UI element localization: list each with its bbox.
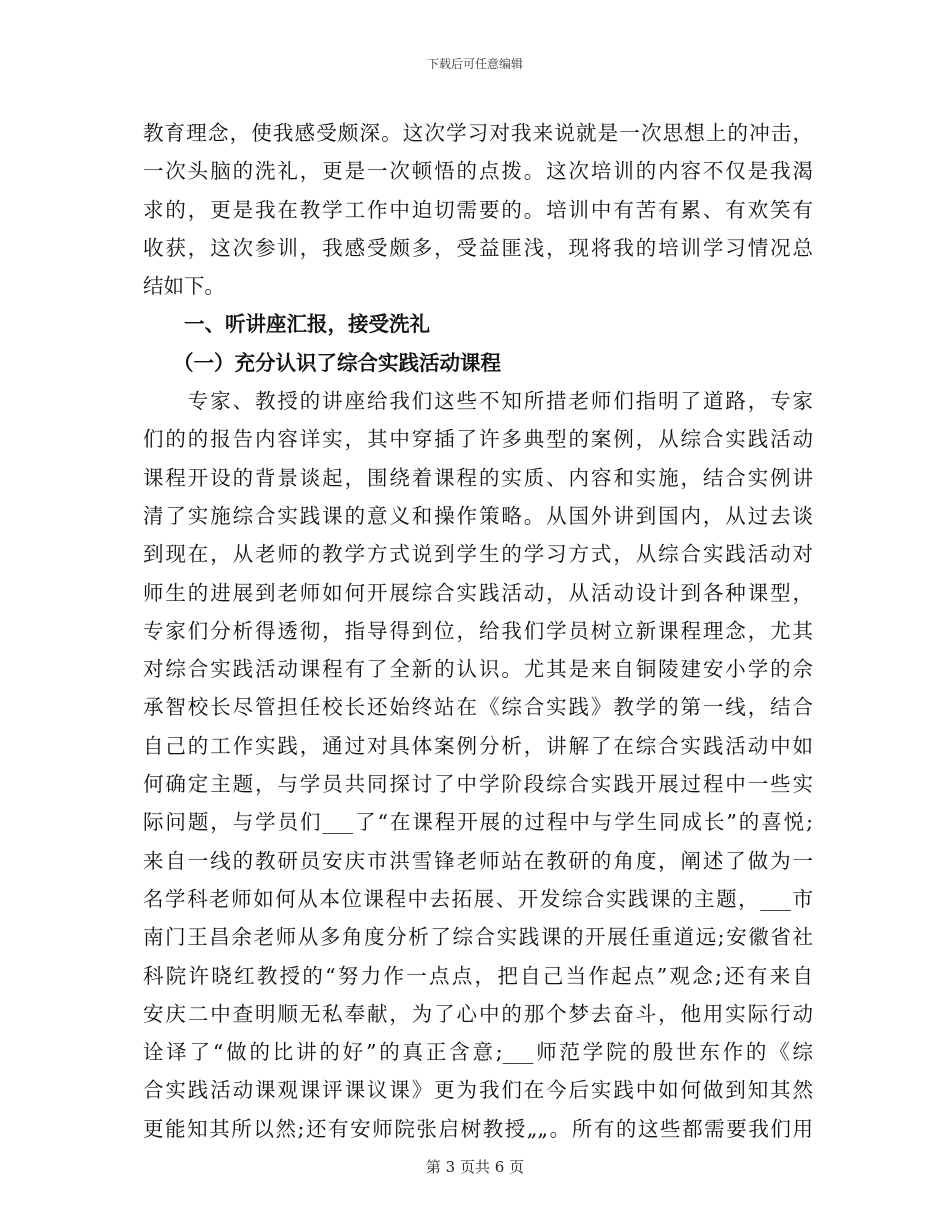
text-line: 名学科老师如何从本位课程中去拓展、开发综合实践课的主题，___市 [143,886,813,911]
text-line: 专家、教授的讲座给我们这些不知所措老师们指明了道路，专家 [143,389,813,414]
text-line: 来自一线的教研员安庆市洪雪锋老师站在教研的角度，阐述了做为一 [143,848,813,873]
text-line: 安庆二中查明顺无私奉献，为了心中的那个梦去奋斗，他用实际行动 [143,1001,813,1026]
text-line: 课程开设的背景谈起，围绕着课程的实质、内容和实施，结合实例讲 [143,465,813,490]
text-line: 诠译了“做的比讲的好”的真正含意;___师范学院的殷世东作的《综 [143,1040,813,1065]
text-line: 们的的报告内容详实，其中穿插了许多典型的案例，从综合实践活动 [143,427,813,452]
text-line: 更能知其所以然;还有安师院张启树教授„„。所有的这些都需要我们用 [143,1116,813,1141]
text-line: 师生的进展到老师如何开展综合实践活动，从活动设计到各种课型， [143,580,813,605]
text-line: 承智校长尽管担任校长还始终站在《综合实践》教学的第一线，结合 [143,695,813,720]
page-header: 下载后可任意编辑 [426,57,523,71]
text-line: 南门王昌余老师从多角度分析了综合实践课的开展任重道远;安徽省社 [143,925,813,950]
text-line: 到现在，从老师的教学方式说到学生的学习方式，从综合实践活动对 [143,542,813,567]
page-number-footer: 第 3 页共 6 页 [425,1158,525,1176]
subsection-heading: （一）充分认识了综合实践活动课程 [173,350,501,375]
text-line: 对综合实践活动课程有了全新的认识。尤其是来自铜陵建安小学的佘 [143,657,813,682]
paragraph-lectures [143,382,813,1148]
text-line: 际问题，与学员们___了“在课程开展的过程中与学生同成长”的喜悦; [143,810,813,835]
text-line: 结如下。 [143,274,225,299]
text-line: 清了实施综合实践课的意义和操作策略。从国外讲到国内，从过去谈 [143,503,813,528]
section-heading: 一、听讲座汇报，接受洗礼 [184,312,430,337]
text-line: 自己的工作实践，通过对具体案例分析，讲解了在综合实践活动中如 [143,733,813,758]
document-body [143,114,813,1148]
text-line: 一次头脑的洗礼，更是一次顿悟的点拨。这次培训的内容不仅是我渴 [143,159,813,184]
text-line: 求的，更是我在教学工作中迫切需要的。培训中有苦有累、有欢笑有 [143,197,813,222]
text-line: 合实践活动课观课评课议课》更为我们在今后实践中如何做到知其然 [143,1078,813,1103]
text-line: 教育理念，使我感受颇深。这次学习对我来说就是一次思想上的冲击， [143,121,813,145]
paragraph-intro [143,114,813,305]
text-line: 科院许晓红教授的“努力作一点点，把自己当作起点”观念;还有来自 [143,963,813,988]
text-line: 收获，这次参训，我感受颇多，受益匪浅，现将我的培训学习情况总 [143,235,813,260]
text-line: 专家们分析得透彻，指导得到位，给我们学员树立新课程理念，尤其 [143,618,813,643]
text-line: 何确定主题，与学员共同探讨了中学阶段综合实践开展过程中一些实 [143,772,813,797]
